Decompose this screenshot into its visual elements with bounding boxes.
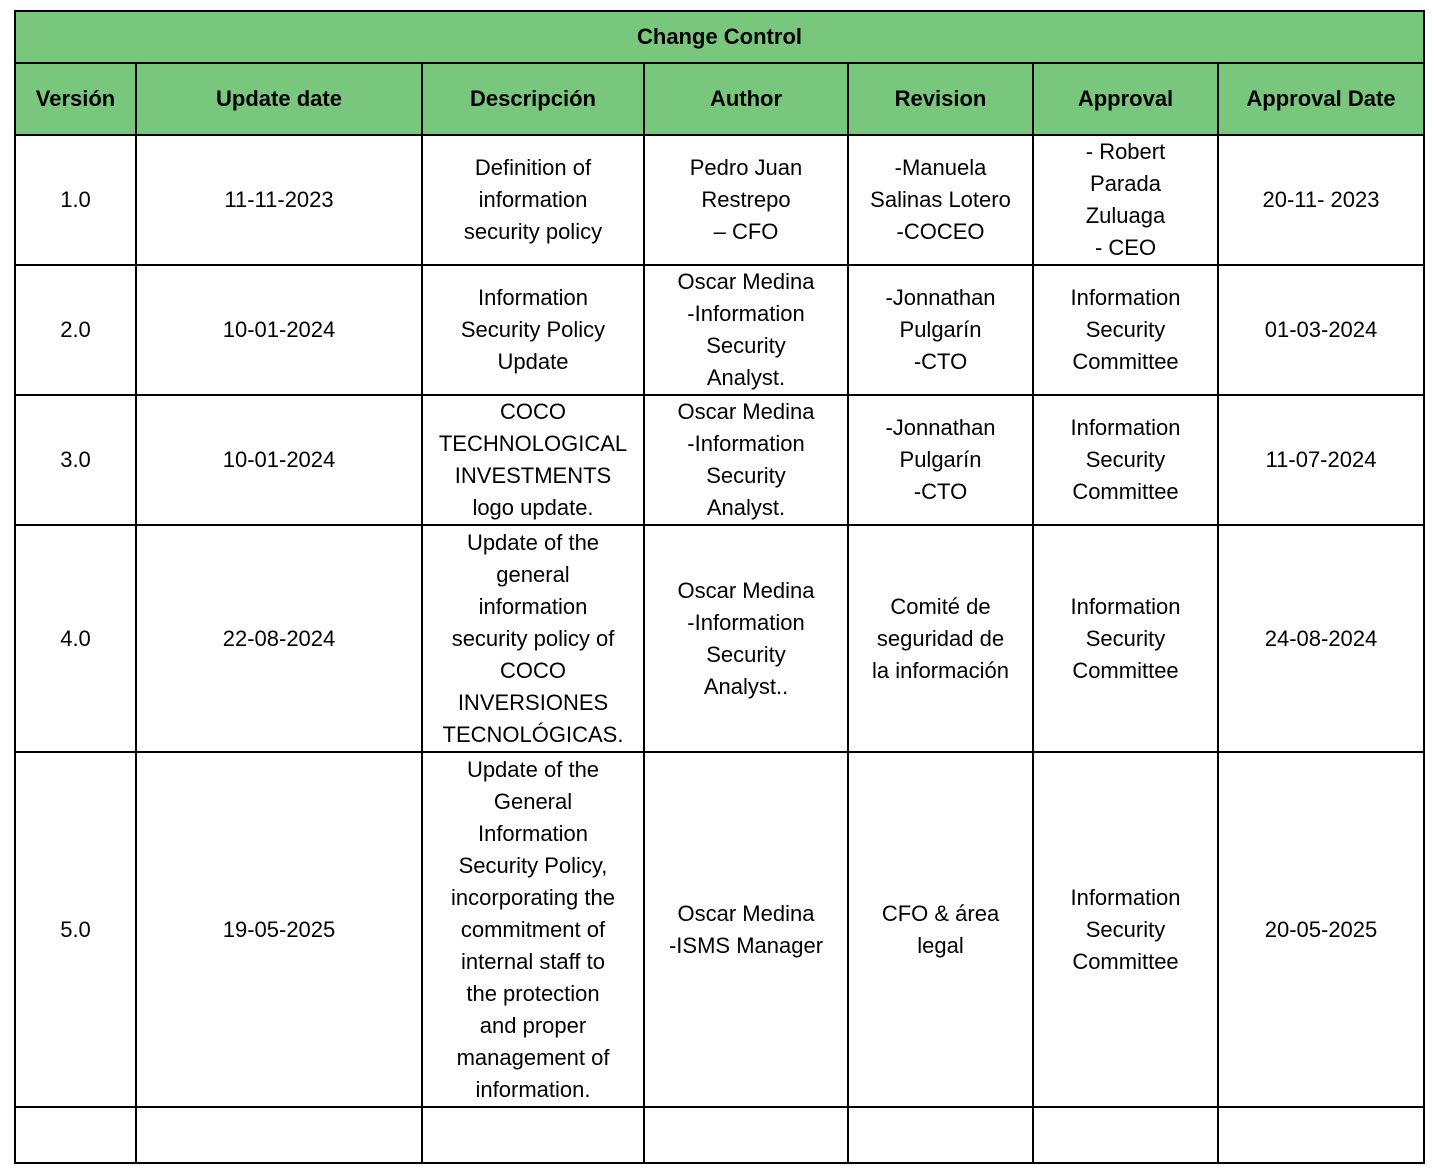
table-title: Change Control — [15, 11, 1424, 63]
cell-version: 1.0 — [15, 135, 136, 265]
cell-approval-date: 20-05-2025 — [1218, 752, 1424, 1107]
cell-approval-date — [1218, 1107, 1424, 1163]
cell-revision: -Jonnathan Pulgarín -CTO — [848, 395, 1033, 525]
cell-description: Update of the general information security policy of COCO INVERSIONES TECNOLÓGICAS. — [422, 525, 644, 752]
col-header-description: Descripción — [422, 63, 644, 135]
cell-approval — [1033, 1107, 1218, 1163]
col-header-revision: Revision — [848, 63, 1033, 135]
header-row — [15, 63, 1424, 135]
cell-approval-date: 20-11- 2023 — [1218, 135, 1424, 265]
cell-revision — [848, 1107, 1033, 1163]
cell-description: Information Security Policy Update — [422, 265, 644, 395]
cell-author: Pedro Juan Restrepo – CFO — [644, 135, 848, 265]
cell-version: 2.0 — [15, 265, 136, 395]
cell-approval: Information Security Committee — [1033, 265, 1218, 395]
cell-update-date: 10-01-2024 — [136, 395, 422, 525]
cell-revision: Comité de seguridad de la información — [848, 525, 1033, 752]
cell-version: 3.0 — [15, 395, 136, 525]
table-row-empty — [15, 1107, 1424, 1163]
cell-revision: -Manuela Salinas Lotero -COCEO — [848, 135, 1033, 265]
cell-author: Oscar Medina -Information Security Analyst. — [644, 265, 848, 395]
cell-description: COCO TECHNOLOGICAL INVESTMENTS logo update. — [422, 395, 644, 525]
table-row — [15, 752, 1424, 1107]
table-row — [15, 525, 1424, 752]
cell-author: Oscar Medina -ISMS Manager — [644, 752, 848, 1107]
cell-update-date — [136, 1107, 422, 1163]
table-row — [15, 135, 1424, 265]
cell-revision: -Jonnathan Pulgarín -CTO — [848, 265, 1033, 395]
cell-description — [422, 1107, 644, 1163]
cell-revision: CFO & área legal — [848, 752, 1033, 1107]
cell-approval-date: 24-08-2024 — [1218, 525, 1424, 752]
change-control-table — [14, 10, 1425, 1164]
cell-update-date: 22-08-2024 — [136, 525, 422, 752]
cell-description: Definition of information security policy — [422, 135, 644, 265]
col-header-author: Author — [644, 63, 848, 135]
cell-description: Update of the General Information Security Policy, incorporating the commitment of internal staff to the protection and proper management of information. — [422, 752, 644, 1107]
cell-approval-date: 11-07-2024 — [1218, 395, 1424, 525]
table-row — [15, 395, 1424, 525]
cell-author — [644, 1107, 848, 1163]
cell-approval: Information Security Committee — [1033, 752, 1218, 1107]
cell-update-date: 10-01-2024 — [136, 265, 422, 395]
col-header-update-date: Update date — [136, 63, 422, 135]
col-header-version: Versión — [15, 63, 136, 135]
cell-approval: Information Security Committee — [1033, 525, 1218, 752]
cell-author: Oscar Medina -Information Security Analyst.. — [644, 525, 848, 752]
cell-author: Oscar Medina -Information Security Analyst. — [644, 395, 848, 525]
cell-version — [15, 1107, 136, 1163]
col-header-approval: Approval — [1033, 63, 1218, 135]
title-row — [15, 11, 1424, 63]
table-row — [15, 265, 1424, 395]
col-header-approval-date: Approval Date — [1218, 63, 1424, 135]
cell-update-date: 19-05-2025 — [136, 752, 422, 1107]
cell-version: 4.0 — [15, 525, 136, 752]
cell-update-date: 11-11-2023 — [136, 135, 422, 265]
cell-approval-date: 01-03-2024 — [1218, 265, 1424, 395]
cell-version: 5.0 — [15, 752, 136, 1107]
cell-approval: - Robert Parada Zuluaga - CEO — [1033, 135, 1218, 265]
cell-approval: Information Security Committee — [1033, 395, 1218, 525]
